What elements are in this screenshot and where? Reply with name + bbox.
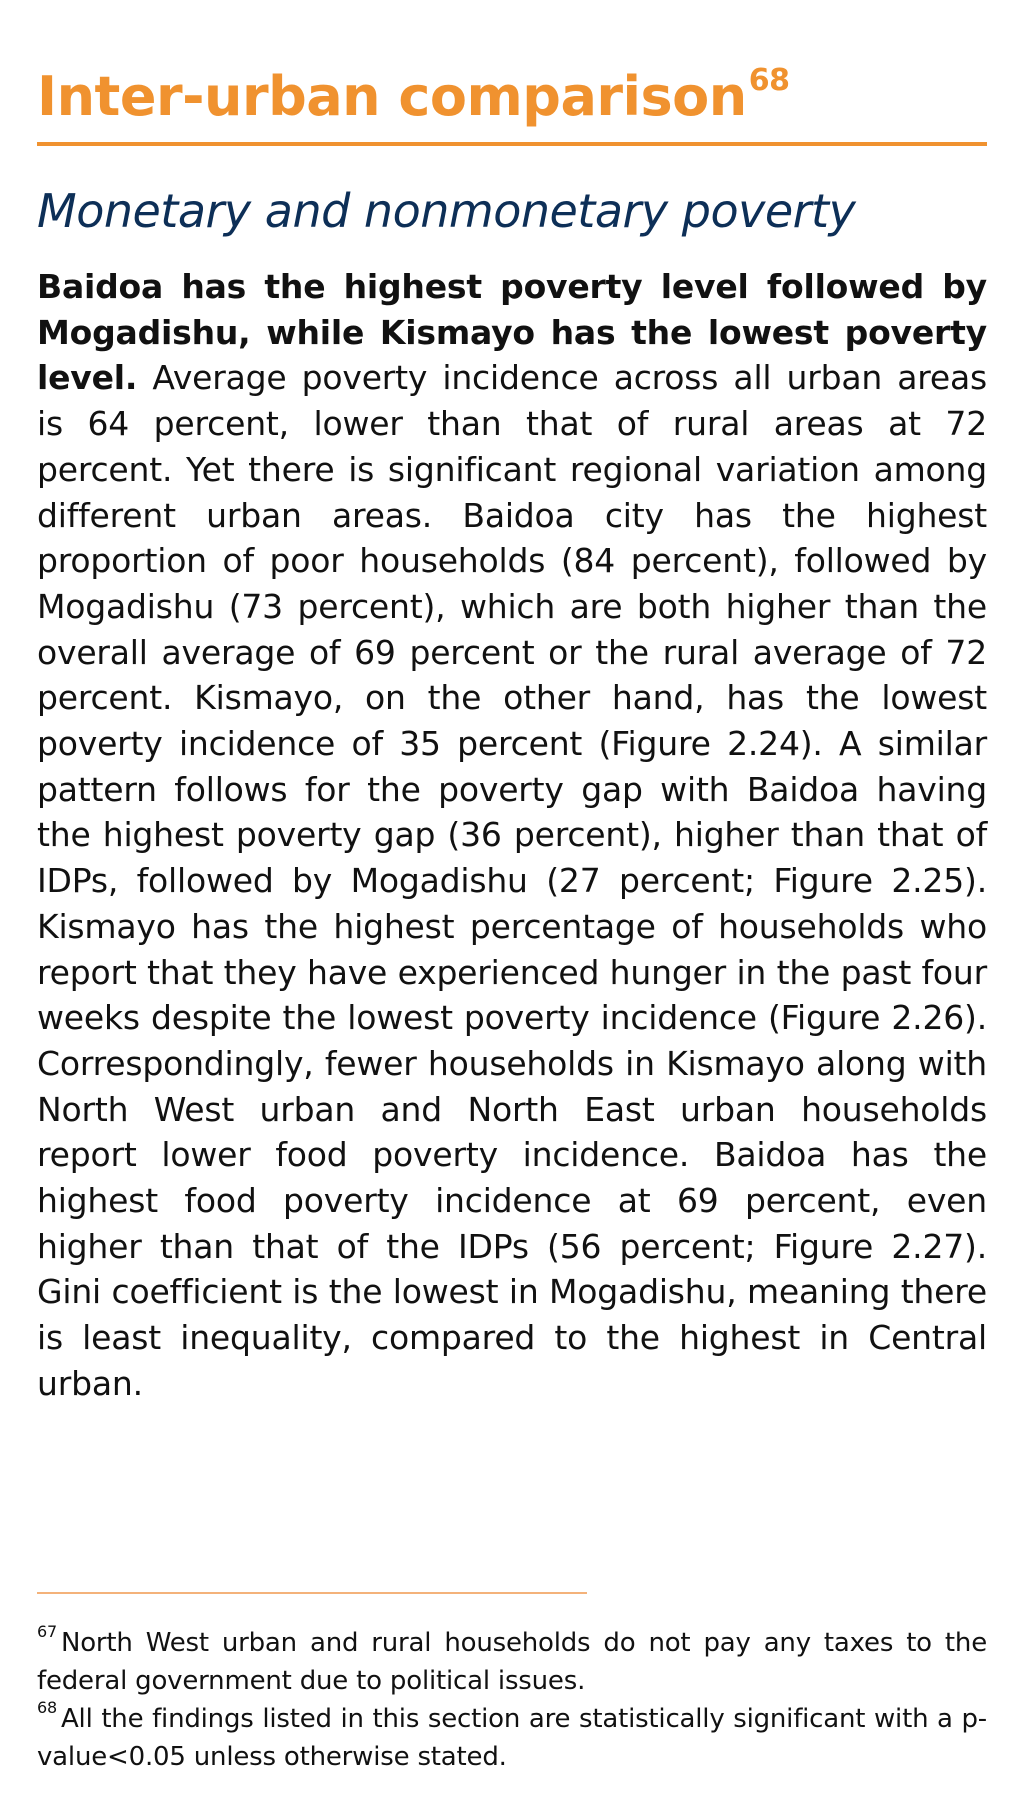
footnote-ref-68[interactable]: 68 — [748, 63, 790, 98]
footnote-67 — [37, 1624, 987, 1700]
footnote-68 — [37, 1700, 987, 1776]
section-title-text: Inter-urban comparison — [37, 65, 747, 128]
footnotes — [37, 1624, 987, 1776]
footnote-text: North West urban and rural households do not pay any taxes to the federal government due to political issues. — [37, 1628, 987, 1696]
footnote-number: 68 — [37, 1698, 57, 1718]
footnote-divider — [37, 1592, 587, 1594]
paragraph-body: Average poverty incidence across all urban areas is 64 percent, lower than that of rural areas at 72 percent. Yet there is significant regional variation among different urban areas. Baidoa city has the highest proportion of poor households (84 percent), followed by Mogadishu (73 percent), which are both higher than the overall average of 69 percent or the rural average of 72 percent. Kismayo, on the other hand, has the lowest poverty incidence of 35 percent (Figure 2.24). A similar pattern follows for the poverty gap with Baidoa having the highest poverty gap (36 percent), higher than that of IDPs, followed by Mogadishu (27 percent; Figure 2.25). Kismayo has the highest percentage of households who report that they have experienced hunger in the past four weeks despite the lowest poverty incidence (Figure 2.26). Correspondingly, fewer households in Kismayo along with North West urban and North East urban households report lower food poverty incidence. Baidoa has the highest food poverty incidence at 69 percent, even higher than that of the IDPs (56 percent; Figure 2.27). Gini coefficient is the lowest in Mogadishu, meaning there is least inequality, compared to the highest in Central urban. — [37, 358, 987, 1403]
title-underline — [37, 142, 987, 146]
footnote-text: All the findings listed in this section are statistically significant with a p-value<0.05 unless otherwise stated. — [37, 1704, 987, 1772]
footnote-number: 67 — [37, 1622, 57, 1642]
page-content — [37, 0, 987, 1407]
paragraph-lead: Baidoa has the highest poverty level followed by Mogadishu, while Kismayo has the lowest poverty level. — [37, 267, 987, 398]
body-paragraph — [37, 264, 987, 1407]
subsection-title: Monetary and nonmonetary poverty — [37, 184, 856, 238]
section-title — [37, 0, 987, 132]
